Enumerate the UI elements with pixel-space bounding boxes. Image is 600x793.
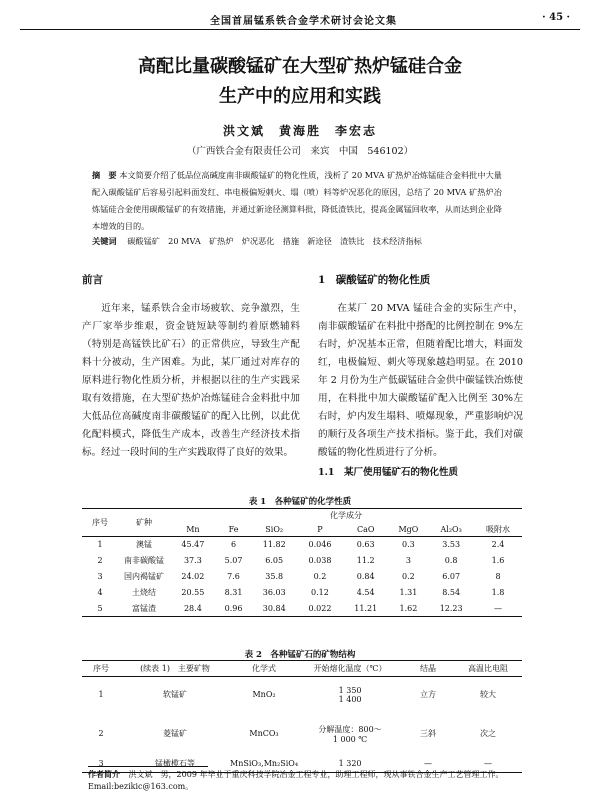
table-cell: 1.31 bbox=[399, 588, 418, 597]
table1-header-no: 序号 bbox=[92, 518, 108, 527]
header-rule bbox=[20, 29, 580, 30]
table-cell: MnCO₃ bbox=[249, 729, 279, 738]
table-cell: 2 bbox=[97, 556, 103, 565]
authors: 洪文斌 黄海胜 李宏志 bbox=[222, 124, 377, 138]
table-cell: 1 bbox=[98, 690, 104, 700]
table-cell: 6 bbox=[230, 540, 237, 550]
table-cell: 0.96 bbox=[224, 603, 243, 613]
table-cell: 1 350 1 400 bbox=[338, 685, 362, 704]
table-cell: 35.8 bbox=[265, 572, 284, 581]
table-cell: 富锰渣 bbox=[132, 603, 156, 613]
table-row bbox=[82, 677, 522, 713]
table-cell: 0.3 bbox=[402, 540, 415, 550]
table-cell: 0.046 bbox=[308, 540, 332, 550]
keywords-text: 碳酸锰矿 20 MVA 矿热炉 炉况恶化 措施 新途径 渣铁比 技术经济指标 bbox=[127, 236, 422, 246]
table-cell: 3.53 bbox=[442, 540, 461, 550]
keywords-label: 关键词 bbox=[92, 236, 117, 246]
table-row bbox=[82, 569, 522, 585]
table-cell: 37.3 bbox=[183, 556, 202, 565]
table-cell: 土烧结 bbox=[132, 588, 156, 597]
abstract-label: 摘 要 bbox=[92, 170, 117, 180]
paper-title-line2: 生产中的应用和实践 bbox=[219, 86, 381, 107]
table1-header: MgO bbox=[398, 524, 419, 534]
table-cell: 7.6 bbox=[227, 572, 240, 581]
footnote-label: 作者简介 bbox=[88, 769, 120, 779]
table1-header: CaO bbox=[356, 524, 375, 534]
table-cell: 2.4 bbox=[491, 540, 505, 550]
paper-title-line1: 高配比量碳酸锰矿在大型矿热炉锰硅合金 bbox=[138, 56, 462, 77]
affiliation: （广西铁合金有限责任公司 来宾 中国 546102） bbox=[186, 146, 414, 157]
table-cell: 3 bbox=[405, 556, 411, 565]
table-cell: 0.022 bbox=[308, 603, 332, 613]
table-row bbox=[82, 713, 522, 755]
table-cell: 5.07 bbox=[224, 556, 243, 565]
table-cell: — bbox=[484, 758, 493, 768]
table-cell: 5 bbox=[97, 603, 103, 613]
table-cell: 0.84 bbox=[356, 572, 375, 581]
subsection-heading: 1.1 某厂使用锰矿石的物化性质 bbox=[318, 467, 459, 478]
table1-header-group: 化学成分 bbox=[330, 511, 362, 521]
table2-header: 化学式 bbox=[252, 664, 277, 673]
table1-header: Mn bbox=[186, 524, 200, 534]
table-cell: 4 bbox=[97, 588, 103, 597]
table1-caption: 表 1 各种锰矿的化学性质 bbox=[248, 497, 352, 507]
table-cell: 1 bbox=[97, 540, 103, 550]
table-cell: 6.07 bbox=[442, 572, 461, 581]
table2-caption: 表 2 各种锰矿石的矿物结构 bbox=[244, 650, 356, 660]
table-cell: 分解温度：800～ 1 000 ℃ bbox=[318, 724, 382, 744]
table-cell: 立方 bbox=[420, 690, 437, 700]
intro-paragraph: 近年来，锰系铁合金市场疲软、竞争激烈，生产厂家举步维艰，资金链短缺等制约着原燃辅料（特别是高锰铁比矿石）的正常供应，导致生产配料十分被动，生产困难。为此，某厂通过对库存的原料进行物化性质分析，并根据以往的生产实践采取有效措施，在大型矿热炉冶炼锰硅合金料批中加大低品位高碱度南非碳酸锰矿的配入比例，以此优化配料模式，降低生产成本，改善生产经济技术指标。经过一段时间的生产实践取得了良好的效果。 bbox=[82, 303, 300, 458]
table-cell: 4.54 bbox=[356, 588, 375, 597]
table-cell: 20.55 bbox=[181, 588, 205, 597]
table-row bbox=[82, 601, 522, 617]
table-cell: 8.31 bbox=[224, 588, 243, 597]
table-cell: 1.6 bbox=[491, 556, 505, 565]
table-cell: 0.2 bbox=[313, 572, 327, 581]
table-cell: 三斜 bbox=[420, 729, 437, 738]
table-cell: 较大 bbox=[480, 690, 497, 700]
table-cell: 1.8 bbox=[491, 588, 505, 597]
table-cell: MnSiO₃,Mn₂SiO₄ bbox=[230, 758, 299, 768]
table2-header: (续表 1) 主要矿物 bbox=[140, 664, 210, 673]
table-cell: 菱锰矿 bbox=[163, 729, 187, 738]
table-row bbox=[82, 553, 522, 569]
table2-header: 高温比电阻 bbox=[468, 664, 509, 673]
table1-header: SiO₂ bbox=[265, 524, 284, 534]
table-cell: 30.84 bbox=[262, 603, 286, 613]
table1-header-ore: 矿种 bbox=[136, 518, 152, 527]
table1-header: 吸附水 bbox=[486, 524, 510, 534]
footnote-text: 洪文斌 男，2009 年毕业于重庆科技学院冶金工程专业，助理工程师，现从事铁合金生产工艺管理工作。Email:bezikic@163.com。 bbox=[88, 770, 504, 791]
table2 bbox=[82, 660, 522, 773]
table-cell: 24.02 bbox=[181, 572, 205, 581]
table-row bbox=[82, 537, 522, 553]
table-cell: 12.23 bbox=[439, 603, 463, 613]
table-cell: 3 bbox=[98, 758, 104, 768]
table-cell: MnO₂ bbox=[252, 690, 276, 700]
table2-header: 结晶 bbox=[420, 664, 437, 673]
table-cell: 8.54 bbox=[442, 588, 461, 597]
table-cell: 次之 bbox=[480, 729, 497, 738]
table-cell: 南非碳酸锰 bbox=[124, 556, 164, 565]
keywords bbox=[92, 236, 512, 247]
footnote-rule bbox=[88, 766, 208, 767]
section-heading-intro: 前言 bbox=[82, 274, 103, 286]
abstract-text: 本文简要介绍了低品位高碱度南非碳酸锰矿的物化性质，浅析了 20 MVA 矿热炉冶炼锰硅合金料批中大量配入碳酸锰矿后容易引起料面发红、串电极偏短刺火、塌（喷）料等炉况恶化的原因，总结了 20 MVA 矿热炉冶炼锰硅合金使用碳酸锰矿的有效措施，并通过新途径测算料批，降低渣铁比，提高金属锰回收率，从而达到企业降本增效的目的。 bbox=[92, 170, 502, 231]
properties-paragraph: 在某厂 20 MVA 锰硅合金的实际生产中，南非碳酸锰矿在料批中搭配的比例控制在 9%左右时，炉况基本正常，但随着配比增大，料面发红，电极偏短、刺火等现象越趋明显。在 2010 年 2 月份为生产低碳锰硅合金供中碳锰铁冶炼使用，在料批中加大碳酸锰矿配入比例至 30%左右时，炉内发生塌料、喷爆现象，严重影响炉况的顺行及各项生产技术指标。鉴于此，我们对碳酸锰的物化性质进行了分析。 bbox=[318, 303, 523, 458]
table-cell: 11.2 bbox=[356, 556, 375, 565]
table-cell: 澳锰 bbox=[136, 540, 152, 550]
table-cell: 锰橄榄石等 bbox=[155, 758, 195, 768]
table-cell: 国内褐锰矿 bbox=[124, 572, 164, 581]
table-cell: 0.63 bbox=[356, 540, 375, 550]
table1 bbox=[82, 508, 522, 617]
table-cell: 0.2 bbox=[402, 572, 415, 581]
table-cell: — bbox=[494, 603, 502, 613]
table-cell: 软锰矿 bbox=[163, 690, 187, 700]
table1-header: Fe bbox=[228, 524, 239, 534]
table-cell: 36.03 bbox=[262, 588, 286, 597]
running-header bbox=[20, 12, 580, 28]
table-cell: 0.038 bbox=[308, 556, 332, 565]
page-number: · 45 · bbox=[542, 12, 570, 23]
table-cell: 11.21 bbox=[354, 603, 378, 613]
table-cell: 28.4 bbox=[183, 603, 202, 613]
table-cell: 11.82 bbox=[262, 540, 286, 550]
table-cell: — bbox=[424, 758, 433, 768]
table-cell: 1 320 bbox=[338, 758, 362, 768]
table-cell: 6.05 bbox=[265, 556, 284, 565]
author-footnote bbox=[88, 768, 528, 793]
table-cell: 1.62 bbox=[399, 603, 418, 613]
table-cell: 0.8 bbox=[444, 556, 458, 565]
table1-header: P bbox=[317, 524, 323, 534]
table2-header: 序号 bbox=[93, 664, 109, 673]
table-cell: 2 bbox=[98, 729, 104, 738]
table-row bbox=[82, 585, 522, 601]
table-cell: 3 bbox=[97, 572, 103, 581]
abstract bbox=[92, 167, 502, 235]
table-cell: 45.47 bbox=[181, 540, 205, 550]
table-cell: 8 bbox=[495, 572, 501, 581]
section-heading-properties: 1 碳酸锰矿的物化性质 bbox=[318, 274, 431, 286]
journal-title: 全国首届锰系铁合金学术研讨会论文集 bbox=[210, 16, 397, 27]
table-cell: 0.12 bbox=[311, 588, 329, 597]
table2-header: 开始熔化温度（℃） bbox=[313, 664, 387, 673]
table1-header: Al₂O₃ bbox=[440, 524, 462, 534]
